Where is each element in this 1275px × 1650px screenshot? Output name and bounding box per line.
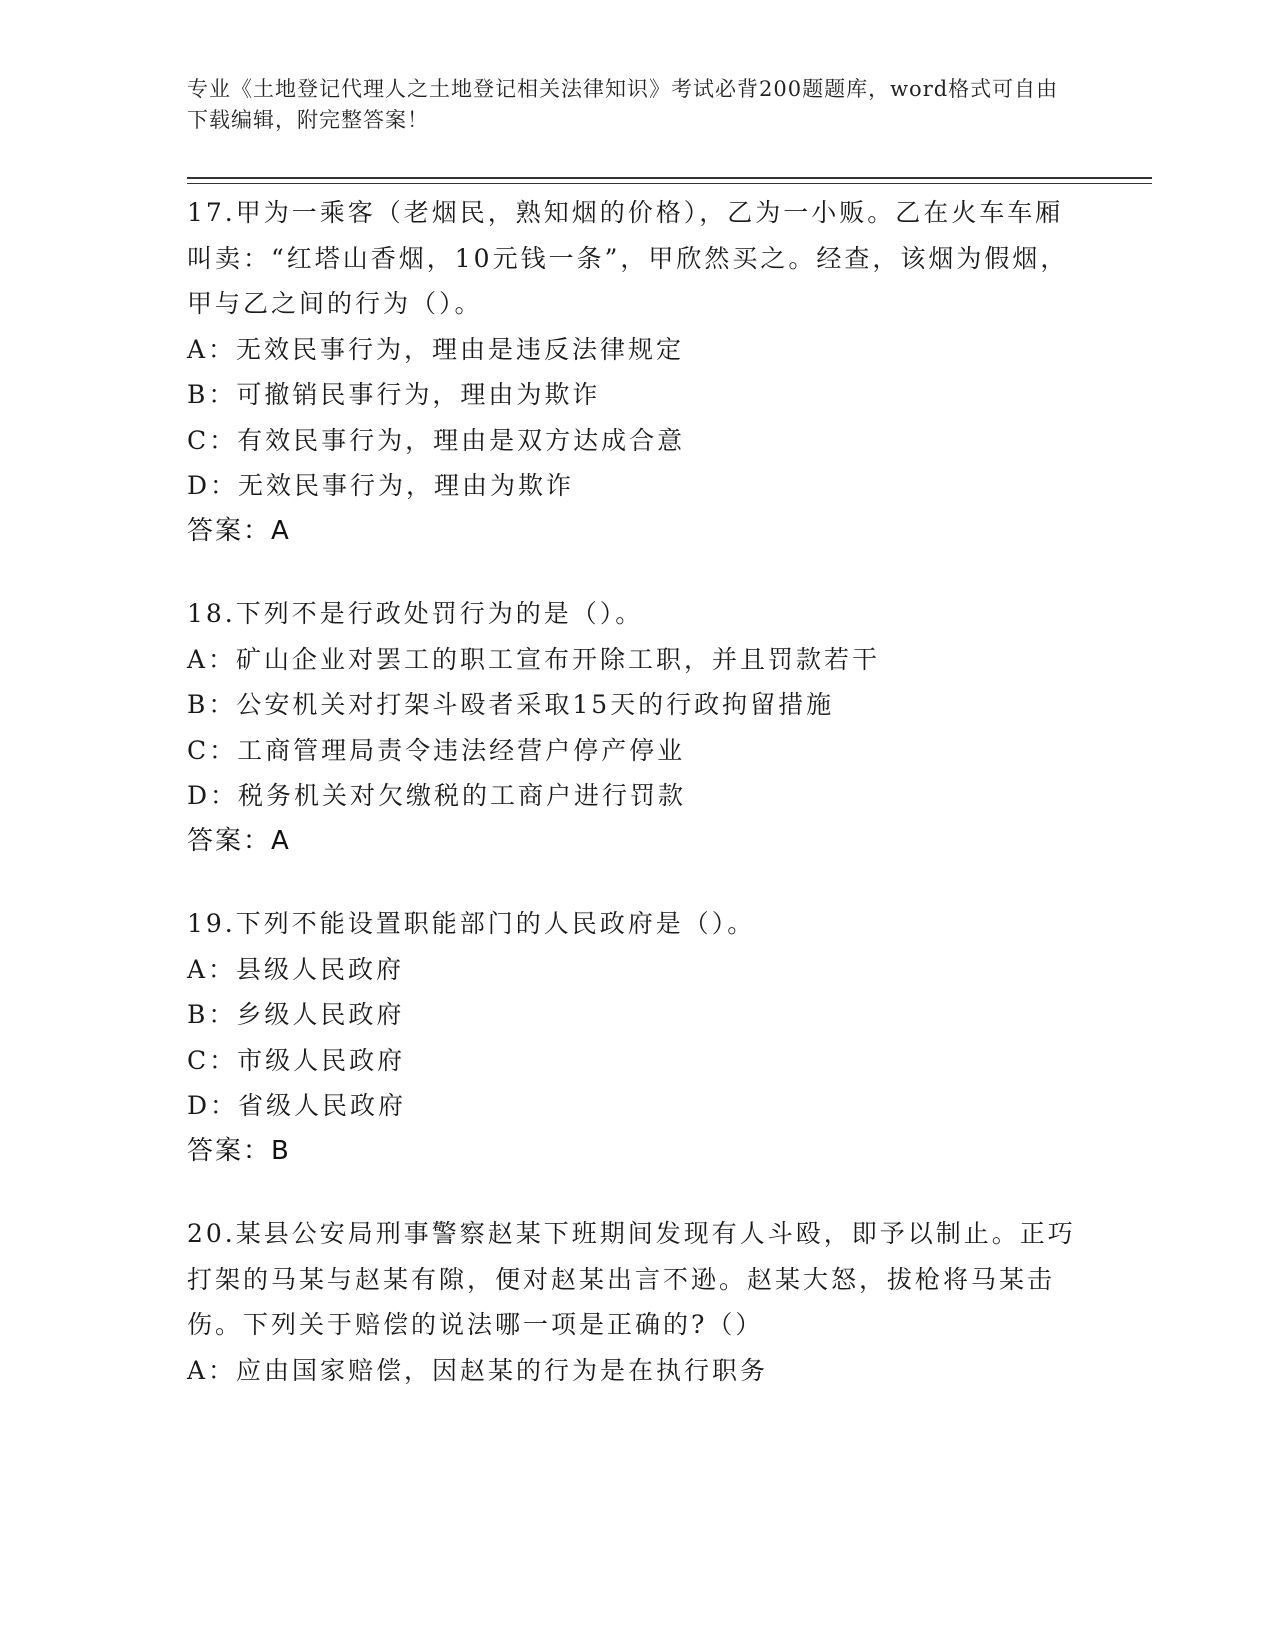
- question-20: [187, 1211, 1077, 1393]
- document-intro: 专业《土地登记代理人之土地登记相关法律知识》考试必背200题题库，word格式可自由下载编辑，附完整答案！: [187, 77, 1059, 132]
- option-b: B：乡级人民政府: [187, 1000, 405, 1029]
- option-c: C：工商管理局责令违法经营户停产停业: [187, 735, 686, 765]
- question-stem: 17.甲为一乘客（老烟民，熟知烟的价格），乙为一小贩。乙在火车车厢叫卖：“红塔山香烟，10元钱一条”，甲欣然买之。经查，该烟为假烟，甲与乙之间的行为（）。: [187, 198, 1069, 318]
- option-d: D：无效民事行为，理由为欺诈: [187, 471, 575, 500]
- header-divider-thick: [187, 177, 1152, 179]
- option-c: C：有效民事行为，理由是双方达成合意: [187, 425, 686, 455]
- option-b: B：可撤销民事行为，理由为欺诈: [187, 380, 601, 409]
- option-c: C：市级人民政府: [187, 1045, 406, 1075]
- question-stem: 19.下列不能设置职能部门的人民政府是（）。: [187, 909, 756, 938]
- question-list: [187, 190, 1077, 1430]
- question-stem: 18.下列不是行政处罚行为的是（）。: [187, 599, 644, 628]
- question-17: [187, 190, 1077, 554]
- option-d: D：省级人民政府: [187, 1091, 407, 1120]
- option-a: A：矿山企业对罢工的职工宣布开除工职，并且罚款若干: [187, 644, 881, 674]
- question-18: [187, 591, 1077, 864]
- header-divider-thin: [187, 183, 1152, 184]
- answer-line: 答案：A: [187, 825, 291, 856]
- option-a: A：应由国家赔偿，因赵某的行为是在执行职务: [187, 1355, 769, 1385]
- answer-line: 答案：A: [187, 515, 291, 546]
- question-stem: 20.某县公安局刑事警察赵某下班期间发现有人斗殴，即予以制止。正巧打架的马某与赵某有隙，便对赵某出言不逊。赵某大怒，拔枪将马某击伤。下列关于赔偿的说法哪一项是正确的?（）: [187, 1219, 1076, 1339]
- option-a: A：无效民事行为，理由是违反法律规定: [187, 334, 685, 364]
- answer-line: 答案：B: [187, 1135, 291, 1166]
- option-d: D：税务机关对欠缴税的工商户进行罚款: [187, 781, 687, 810]
- question-19: [187, 901, 1077, 1174]
- option-b: B：公安机关对打架斗殴者采取15天的行政拘留措施: [187, 690, 835, 719]
- option-a: A：县级人民政府: [187, 954, 405, 984]
